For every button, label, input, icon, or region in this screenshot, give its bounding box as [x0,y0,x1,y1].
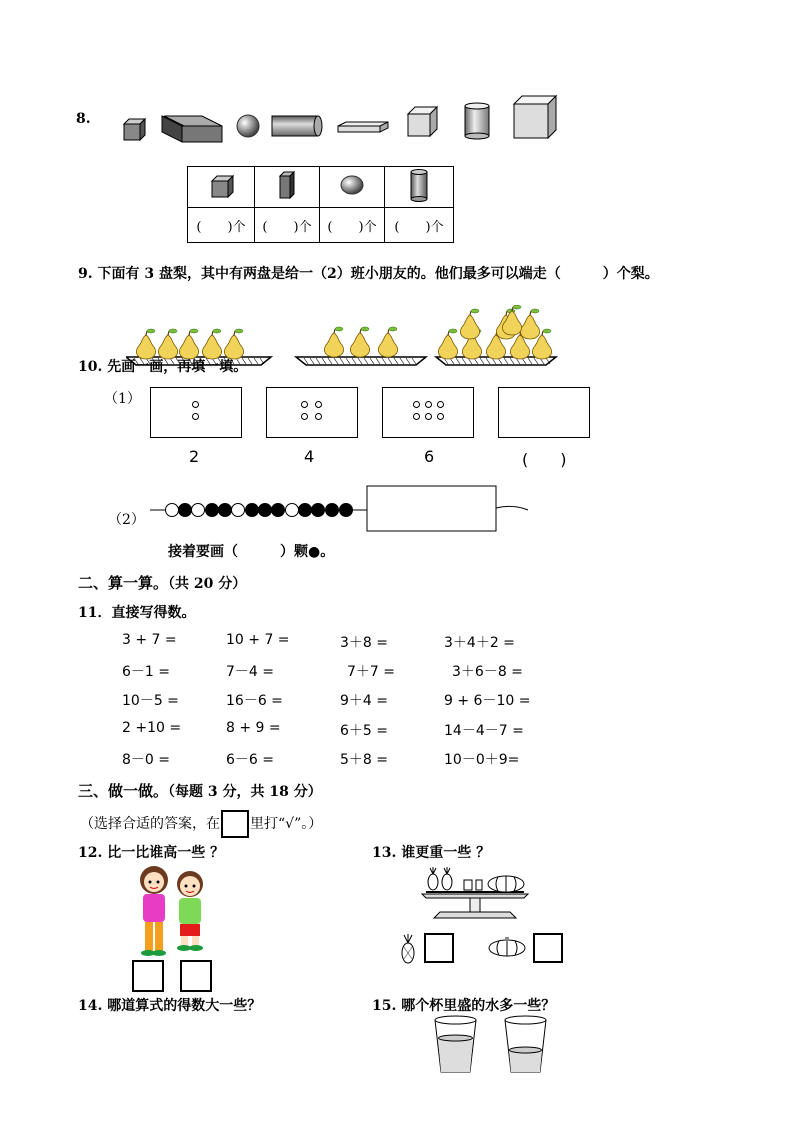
black-bead-icon [340,504,353,517]
black-bead-icon [246,504,259,517]
calc-item: 9 + 6－10 = [444,693,531,710]
bead-answer-box [367,486,496,531]
pear-icon [324,327,343,357]
q10-text: 10. 先画一画，再填一填。 [78,359,248,375]
calc-item: 16－6 = [226,693,283,710]
flat-bar-icon [338,122,388,132]
pear-icon [520,309,539,339]
q9-text: 9. 下面有 3 盘梨，其中有两盘是给一（2）班小朋友的。他们最多可以端走（ ）个梨。 [78,266,659,282]
section3-score: （每题 3 分，共 18 分） [168,784,322,800]
black-bead-icon [326,504,339,517]
pear-icon [438,329,457,359]
pineapple-icon [398,933,418,965]
black-bead-icon [179,504,192,517]
black-bead-icon [312,504,325,517]
dot [315,413,322,420]
white-bead-icon [192,504,205,517]
black-bead-icon [206,504,219,517]
calc-item: 6－1 = [122,664,170,681]
left-cup-icon [435,1016,476,1072]
q8-shapes-row [118,94,563,144]
small-cube-icon [124,119,145,140]
pumpkin-icon [487,936,527,958]
section3-title [78,780,322,801]
cylinder-icon [404,167,434,203]
calc-item: 3＋8 = [340,635,388,651]
q11-text: 11．直接写得数。 [78,605,196,621]
cups-icon [430,1012,550,1076]
pineapple-icon [428,867,438,890]
q12-text: 12. 比一比谁高一些 ？ [78,845,225,861]
bead-string [148,484,538,534]
calc-item: 8－0 = [122,751,170,768]
black-bead-icon [219,504,232,517]
section2-heading: 二、算一算。 [78,574,169,592]
cuboid-cell [255,167,320,208]
section2-score: （共 20 分） [168,576,247,592]
children-icon [128,860,218,960]
q10-part1-label: （1） [104,391,141,407]
calc-item: 3＋4＋2 = [444,635,515,651]
right-cup-icon [505,1016,546,1072]
pear-icon [202,329,221,359]
calc-item: 6－6 = [226,751,274,768]
pear-icon [460,309,479,339]
count-label-answer[interactable]: ( ) [522,450,567,469]
calc-item: 7＋7 = [347,664,395,681]
calc-item: 10－5 = [122,693,179,710]
black-bead-icon [272,504,285,517]
white-bead-icon [232,504,245,517]
dot [301,401,308,408]
flat-cuboid-icon [162,116,222,142]
sphere-icon [237,115,259,137]
calc-item: 6＋5 = [340,722,388,739]
pineapple-icon [442,867,452,890]
calc-item: 3＋6－8 = [452,664,523,681]
pear-icon [350,327,369,357]
count-blank-cube[interactable]: ( )个 [188,208,255,243]
q10-part2-text: 接着要画（ ）颗●。 [168,544,335,560]
black-bead-icon [259,504,272,517]
instruction-pre: （选择合适的答案，在 [80,816,220,832]
pumpkin-icon [488,876,524,892]
q8-count-table [187,166,454,243]
upright-cylinder-icon [465,103,489,139]
dot [437,413,444,420]
answer-box-boy[interactable] [180,960,212,992]
section2-title [78,572,246,593]
calc-item: 2 +10 = [122,719,182,736]
dot [192,413,199,420]
count-label-4: 4 [304,447,315,466]
count-blank-sphere[interactable]: ( )个 [320,208,385,243]
calc-item: 10－0＋9= [444,751,520,768]
dot [192,401,199,408]
plate-2 [296,357,426,365]
dot-box-2 [150,387,242,438]
q8-number: 8. [76,111,91,127]
count-label-2: 2 [189,447,200,466]
answer-box-pineapple[interactable] [424,933,454,963]
cylinder-cell [385,167,454,208]
sphere-cell [320,167,385,208]
dot [413,413,420,420]
black-bead-icon [299,504,312,517]
calc-item: 10 + 7 = [226,632,290,648]
calc-item: 3 + 7 = [122,632,177,648]
dot [425,413,432,420]
calc-item: 7－4 = [226,664,274,681]
pear-icon [378,327,397,357]
count-blank-cuboid[interactable]: ( )个 [255,208,320,243]
white-bead-icon [286,504,299,517]
dot-box-answer[interactable] [498,387,590,438]
dot-box-6 [382,387,474,438]
count-blank-cylinder[interactable]: ( )个 [385,208,454,243]
large-cube-icon [514,96,556,138]
calc-item: 14－4－7 = [444,722,524,739]
dot [301,413,308,420]
white-bead-icon [166,504,179,517]
answer-box-pumpkin[interactable] [533,933,563,963]
dot [425,401,432,408]
sphere-icon [337,173,367,197]
dot [437,401,444,408]
calc-item: 5＋8 = [340,751,388,768]
q15-text: 15. 哪个杯里盛的水多一些？ [372,998,556,1014]
instruction-box-icon [221,810,249,838]
section3-heading: 三、做一做。 [78,782,169,800]
q14-text: 14. 哪道算式的得数大一些？ [78,998,262,1014]
medium-cube-icon [408,107,437,136]
dot-box-4 [266,387,358,438]
count-label-6: 6 [424,447,435,466]
pear-icon [136,329,155,359]
pear-icon [224,329,243,359]
instruction-post: 里打“√”。） [250,816,323,832]
dot [413,401,420,408]
pear-icon [179,329,198,359]
scale-icon [420,866,530,922]
q10-part2-label: （2） [108,512,145,528]
calc-item: 8 + 9 = [226,719,281,736]
pear-icon [158,329,177,359]
section3-instruction [80,810,322,838]
calc-item: 9＋4 = [340,693,388,710]
horizontal-cylinder-icon [272,116,322,136]
small-cube-icon [206,171,236,199]
dot [315,401,322,408]
cube-cell [188,167,255,208]
upright-cuboid-icon [272,170,302,200]
q13-text: 13. 谁更重一些 ？ [372,845,491,861]
answer-box-girl[interactable] [132,960,164,992]
